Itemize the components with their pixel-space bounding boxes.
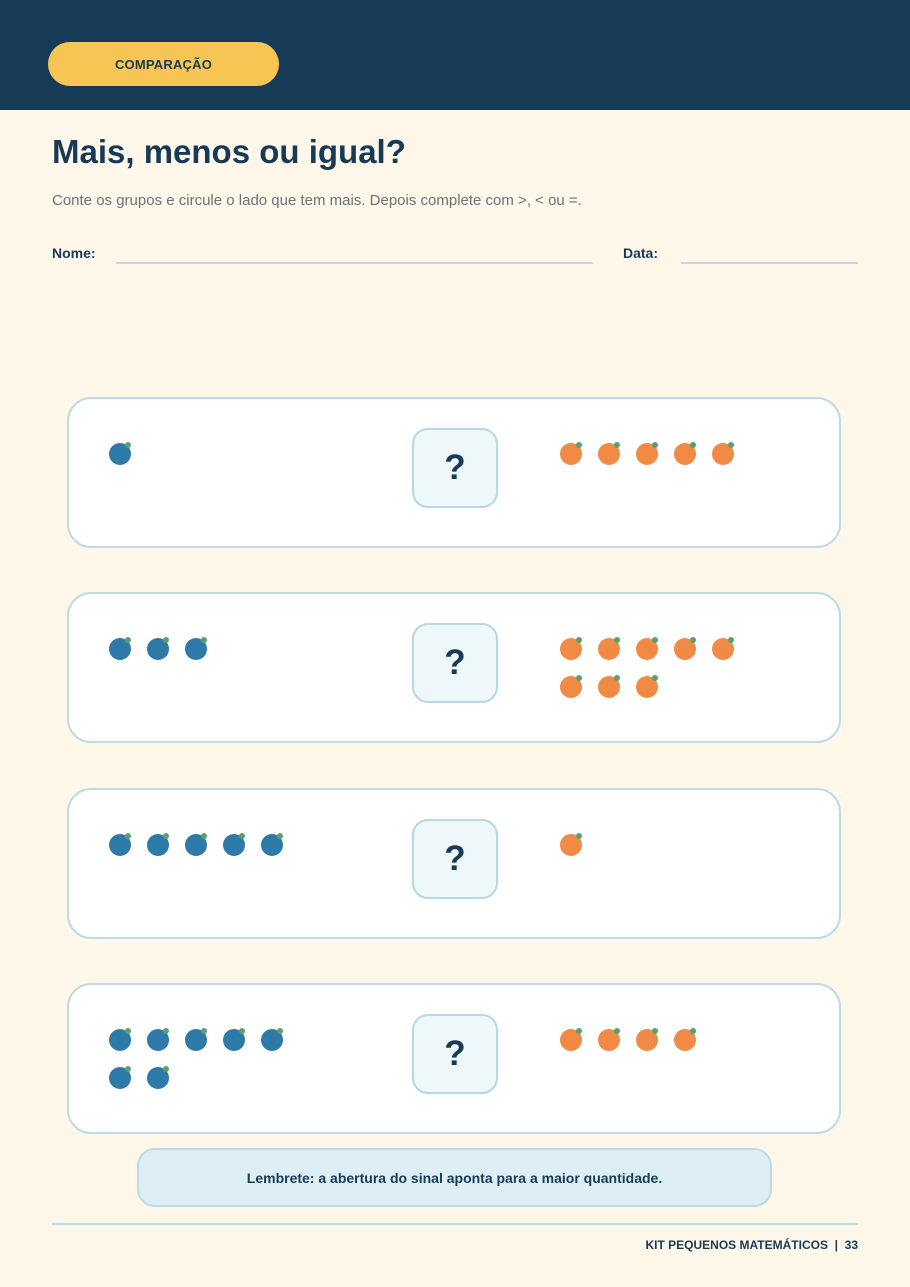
orange-fruit-icon [560, 676, 582, 698]
blue-fruit-icon [261, 834, 283, 856]
left-group[interactable] [109, 443, 309, 465]
orange-fruit-icon [598, 676, 620, 698]
right-group[interactable] [560, 834, 760, 856]
orange-fruit-icon [560, 834, 582, 856]
blue-fruit-icon [185, 1029, 207, 1051]
header-bar [0, 0, 910, 110]
page-title: Mais, menos ou igual? [52, 133, 406, 170]
name-label: Nome: [52, 245, 96, 261]
comparison-symbol-box[interactable]: ? [412, 428, 498, 508]
orange-fruit-icon [712, 443, 734, 465]
orange-fruit-icon [560, 638, 582, 660]
blue-fruit-icon [147, 834, 169, 856]
category-badge-label: COMPARAÇÃO [114, 56, 213, 72]
blue-fruit-icon [109, 638, 131, 660]
comparison-card [67, 397, 841, 548]
comparison-card [67, 788, 841, 939]
orange-fruit-icon [712, 638, 734, 660]
blue-fruit-icon [147, 1029, 169, 1051]
blue-fruit-icon [147, 1067, 169, 1089]
comparison-card [67, 983, 841, 1134]
right-group[interactable] [560, 1029, 760, 1051]
blue-fruit-icon [185, 834, 207, 856]
orange-fruit-icon [674, 638, 696, 660]
blue-fruit-icon [109, 1029, 131, 1051]
orange-fruit-icon [674, 1029, 696, 1051]
orange-fruit-icon [598, 1029, 620, 1051]
date-field-line[interactable] [681, 262, 858, 264]
blue-fruit-icon [109, 1067, 131, 1089]
blue-fruit-icon [223, 1029, 245, 1051]
name-field-line[interactable] [116, 262, 593, 264]
orange-fruit-icon [598, 638, 620, 660]
orange-fruit-icon [560, 443, 582, 465]
blue-fruit-icon [109, 834, 131, 856]
comparison-card [67, 592, 841, 743]
left-group[interactable] [109, 638, 309, 660]
left-group[interactable] [109, 1029, 309, 1089]
comparison-symbol-box[interactable]: ? [412, 623, 498, 703]
blue-fruit-icon [223, 834, 245, 856]
footer: KIT PEQUENOS MATEMÁTICOS | 33 [645, 1238, 858, 1252]
instructions: Conte os grupos e circule o lado que tem mais. Depois complete com >, < ou =. [52, 192, 582, 209]
orange-fruit-icon [636, 443, 658, 465]
orange-fruit-icon [598, 443, 620, 465]
blue-fruit-icon [185, 638, 207, 660]
orange-fruit-icon [636, 676, 658, 698]
comparison-symbol-box[interactable]: ? [412, 1014, 498, 1094]
comparison-symbol-box[interactable]: ? [412, 819, 498, 899]
left-group[interactable] [109, 834, 309, 856]
category-badge [48, 42, 279, 86]
date-label: Data: [623, 245, 659, 261]
orange-fruit-icon [636, 1029, 658, 1051]
blue-fruit-icon [147, 638, 169, 660]
right-group[interactable] [560, 638, 760, 698]
footer-divider [52, 1223, 858, 1225]
reminder-box [137, 1148, 772, 1207]
orange-fruit-icon [636, 638, 658, 660]
orange-fruit-icon [674, 443, 696, 465]
orange-fruit-icon [560, 1029, 582, 1051]
blue-fruit-icon [109, 443, 131, 465]
right-group[interactable] [560, 443, 760, 465]
blue-fruit-icon [261, 1029, 283, 1051]
reminder-text: Lembrete: a abertura do sinal aponta para a maior quantidade. [246, 1169, 663, 1186]
